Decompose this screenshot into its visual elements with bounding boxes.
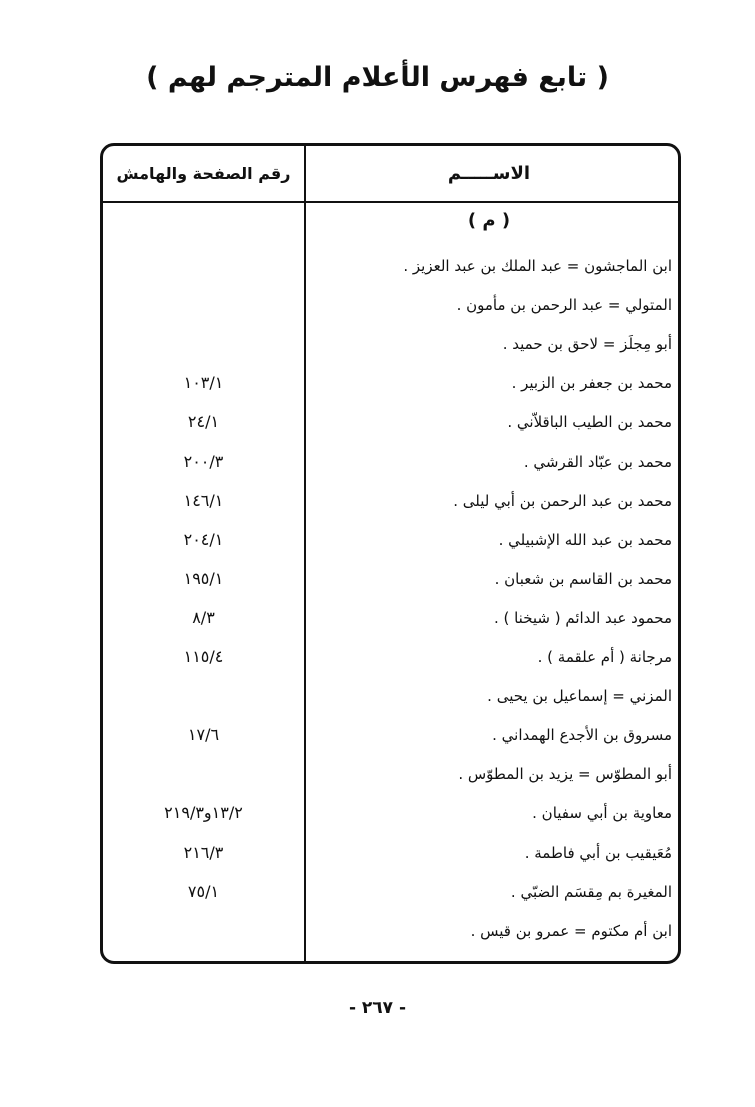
- table-row: [103, 564, 678, 594]
- person-name: المغيرة بم مِقسَم الضبّي .: [510, 882, 672, 901]
- table-row: [103, 525, 678, 555]
- person-name: ابن أم مكتوم = عمرو بن قيس .: [470, 921, 672, 940]
- header-pages: رقم الصفحة والهامش: [116, 164, 291, 183]
- person-name: مُعَيقيب بن أبي فاطمة .: [524, 843, 672, 862]
- table-row: [103, 251, 678, 281]
- page-number: - ٢٦٧ -: [348, 998, 407, 1018]
- page-reference: ٧٥/١: [187, 881, 220, 901]
- table-row: [103, 368, 678, 398]
- person-name: ابن الماجشون = عبد الملك بن عبد العزيز .: [403, 257, 672, 275]
- page-reference: ٨/٣: [192, 607, 215, 627]
- person-name: محمد بن عبد الرحمن بن أبي ليلى .: [453, 491, 672, 510]
- person-name: مسروق بن الأجدع الهمداني .: [492, 726, 672, 745]
- person-name: محمد بن عبّاد القرشي .: [523, 452, 672, 471]
- table-row: [103, 447, 678, 477]
- person-name: معاوية بن أبي سفيان .: [532, 804, 672, 823]
- table-row: [103, 838, 678, 868]
- page-reference: [113, 759, 294, 789]
- page-reference: ٢٤/١: [187, 412, 220, 432]
- person-name: المزني = إسماعيل بن يحيى .: [487, 687, 672, 706]
- person-name: أبو مِجلَز = لاحق بن حميد .: [502, 335, 672, 354]
- page-reference: [113, 329, 294, 359]
- page-reference: ٢٠٠/٣: [183, 451, 224, 471]
- page-reference: [113, 681, 294, 711]
- table-row: [103, 642, 678, 672]
- page-reference: ١٧/٦: [187, 725, 220, 745]
- person-name: محمد بن الطيب الباقلاّني .: [507, 413, 672, 432]
- page-reference: ٢٠٤/١: [183, 529, 224, 549]
- table-row: [103, 798, 678, 828]
- person-name: محمد بن جعفر بن الزبير .: [511, 374, 672, 393]
- person-name: أبو المطوّس = يزيد بن المطوّس .: [458, 765, 672, 784]
- table-row: [103, 720, 678, 750]
- page-reference: ١٩٥/١: [183, 568, 224, 588]
- person-name: المتولي = عبد الرحمن بن مأمون .: [456, 296, 672, 315]
- header-divider: [103, 201, 678, 203]
- table-row: [103, 329, 678, 359]
- page-reference: ١٠٣/١: [183, 373, 224, 393]
- index-table: [100, 143, 681, 964]
- page-title: ( تابع فهرس الأعلام المترجم لهم ): [146, 62, 609, 93]
- table-row: [103, 681, 678, 711]
- page-reference: ١٤٦/١: [183, 490, 224, 510]
- table-row: [103, 877, 678, 907]
- table-row: [103, 759, 678, 789]
- page-reference: [113, 251, 294, 281]
- page-reference: ٢١٦/٣: [183, 842, 224, 862]
- header-name: الاســـــم: [447, 163, 531, 184]
- person-name: محمد بن القاسم بن شعبان .: [494, 569, 672, 588]
- person-name: محمد بن عبد الله الإشبيلي .: [498, 530, 672, 549]
- table-row: [103, 407, 678, 437]
- section-letter: ( م ): [467, 210, 511, 231]
- table-row: [103, 603, 678, 633]
- person-name: مرجانة ( أم علقمة ) .: [537, 648, 672, 666]
- table-row: [103, 916, 678, 946]
- page-reference: ١١٥/٤: [183, 647, 224, 666]
- page-reference: ١٣/٢و٢١٩/٣: [164, 803, 243, 823]
- table-row: [103, 486, 678, 516]
- page-reference: [113, 290, 294, 320]
- person-name: محمود عبد الدائم ( شيخنا ) .: [493, 608, 672, 627]
- table-row: [103, 290, 678, 320]
- page-reference: [113, 916, 294, 946]
